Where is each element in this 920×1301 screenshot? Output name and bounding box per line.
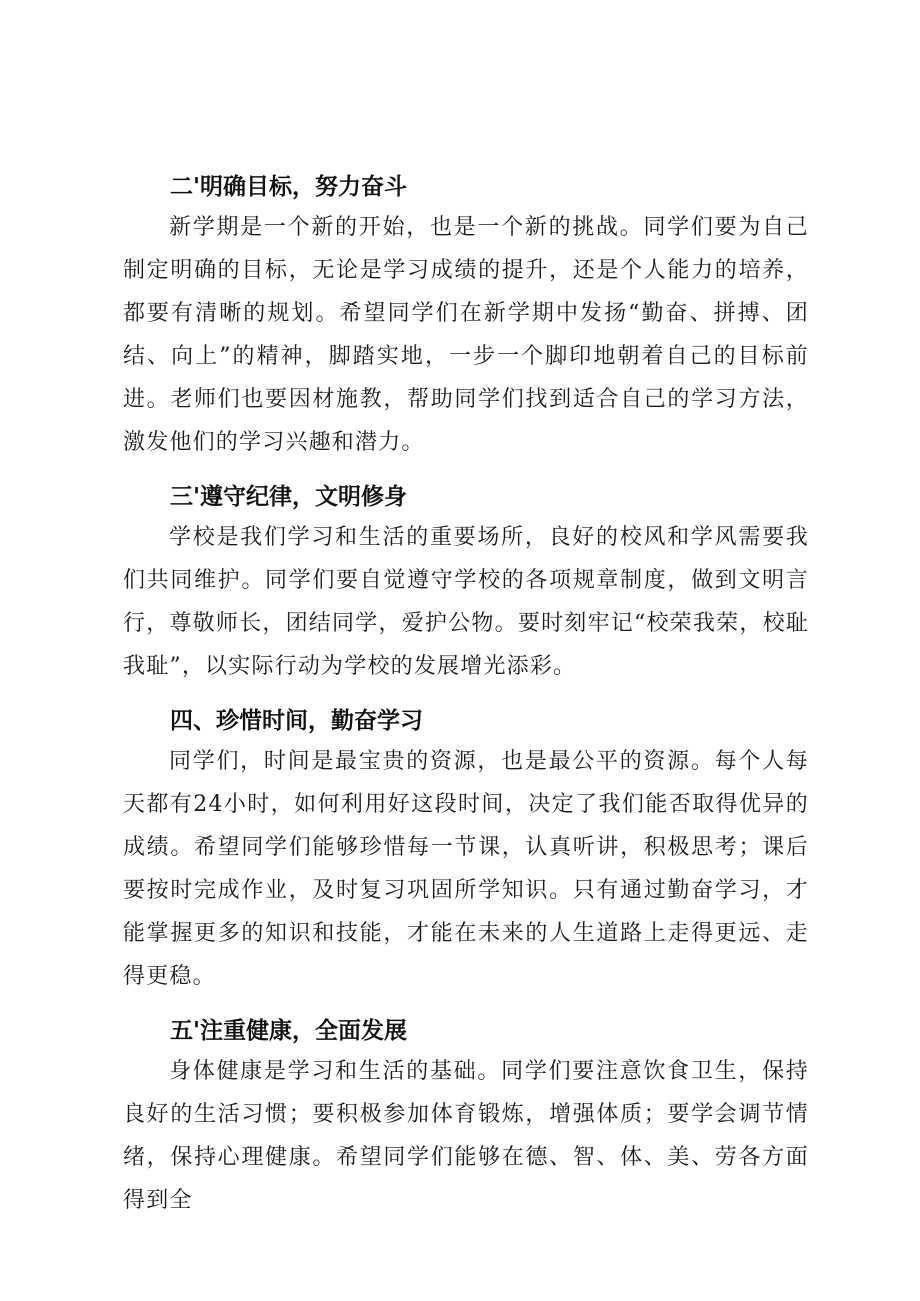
section-heading: 五'注重健康，全面发展 — [170, 1018, 408, 1044]
section-heading: 四、珍惜时间，勤奋学习 — [170, 708, 423, 734]
section-discipline — [123, 478, 809, 688]
section-goals — [123, 168, 809, 464]
section-paragraph: 身体健康是学习和生活的基础。同学们要注意饮食卫生，保持良好的生活习惯；要积极参加体育锻炼，增强体质；要学会调节情绪，保持心理健康。希望同学们能够在德、智、体、美、劳各方面得到全 — [123, 1059, 809, 1213]
section-paragraph: 新学期是一个新的开始，也是一个新的挑战。同学们要为自己制定明确的目标，无论是学习成绩的提升，还是个人能力的培养，都要有清晰的规划。希望同学们在新学期中发扬“勤奋、拼搏、团结、向上”的精神，脚踏实地，一步一个脚印地朝着自己的目标前进。老师们也要因材施教，帮助同学们找到适合自己的学习方法，激发他们的学习兴趣和潜力。 — [123, 215, 809, 455]
section-heading: 三'遵守纪律，文明修身 — [170, 484, 408, 510]
section-paragraph: 学校是我们学习和生活的重要场所，良好的校风和学风需要我们共同维护。同学们要自觉遵守学校的各项规章制度，做到文明言行，尊敬师长，团结同学，爱护公物。要时刻牢记“校荣我荣，校耻我耻”，以实际行动为学校的发展增光添彩。 — [123, 525, 809, 679]
section-health — [123, 1012, 809, 1222]
document-body — [123, 168, 809, 1236]
section-heading: 二'明确目标，努力奋斗 — [170, 174, 408, 200]
section-time — [123, 702, 809, 998]
section-paragraph: 同学们，时间是最宝贵的资源，也是最公平的资源。每个人每天都有24小时，如何利用好这段时间，决定了我们能否取得优异的成绩。希望同学们能够珍惜每一节课，认真听讲，积极思考；课后要按时完成作业，及时复习巩固所学知识。只有通过勤奋学习，才能掌握更多的知识和技能，才能在未来的人生道路上走得更远、走得更稳。 — [123, 749, 809, 989]
